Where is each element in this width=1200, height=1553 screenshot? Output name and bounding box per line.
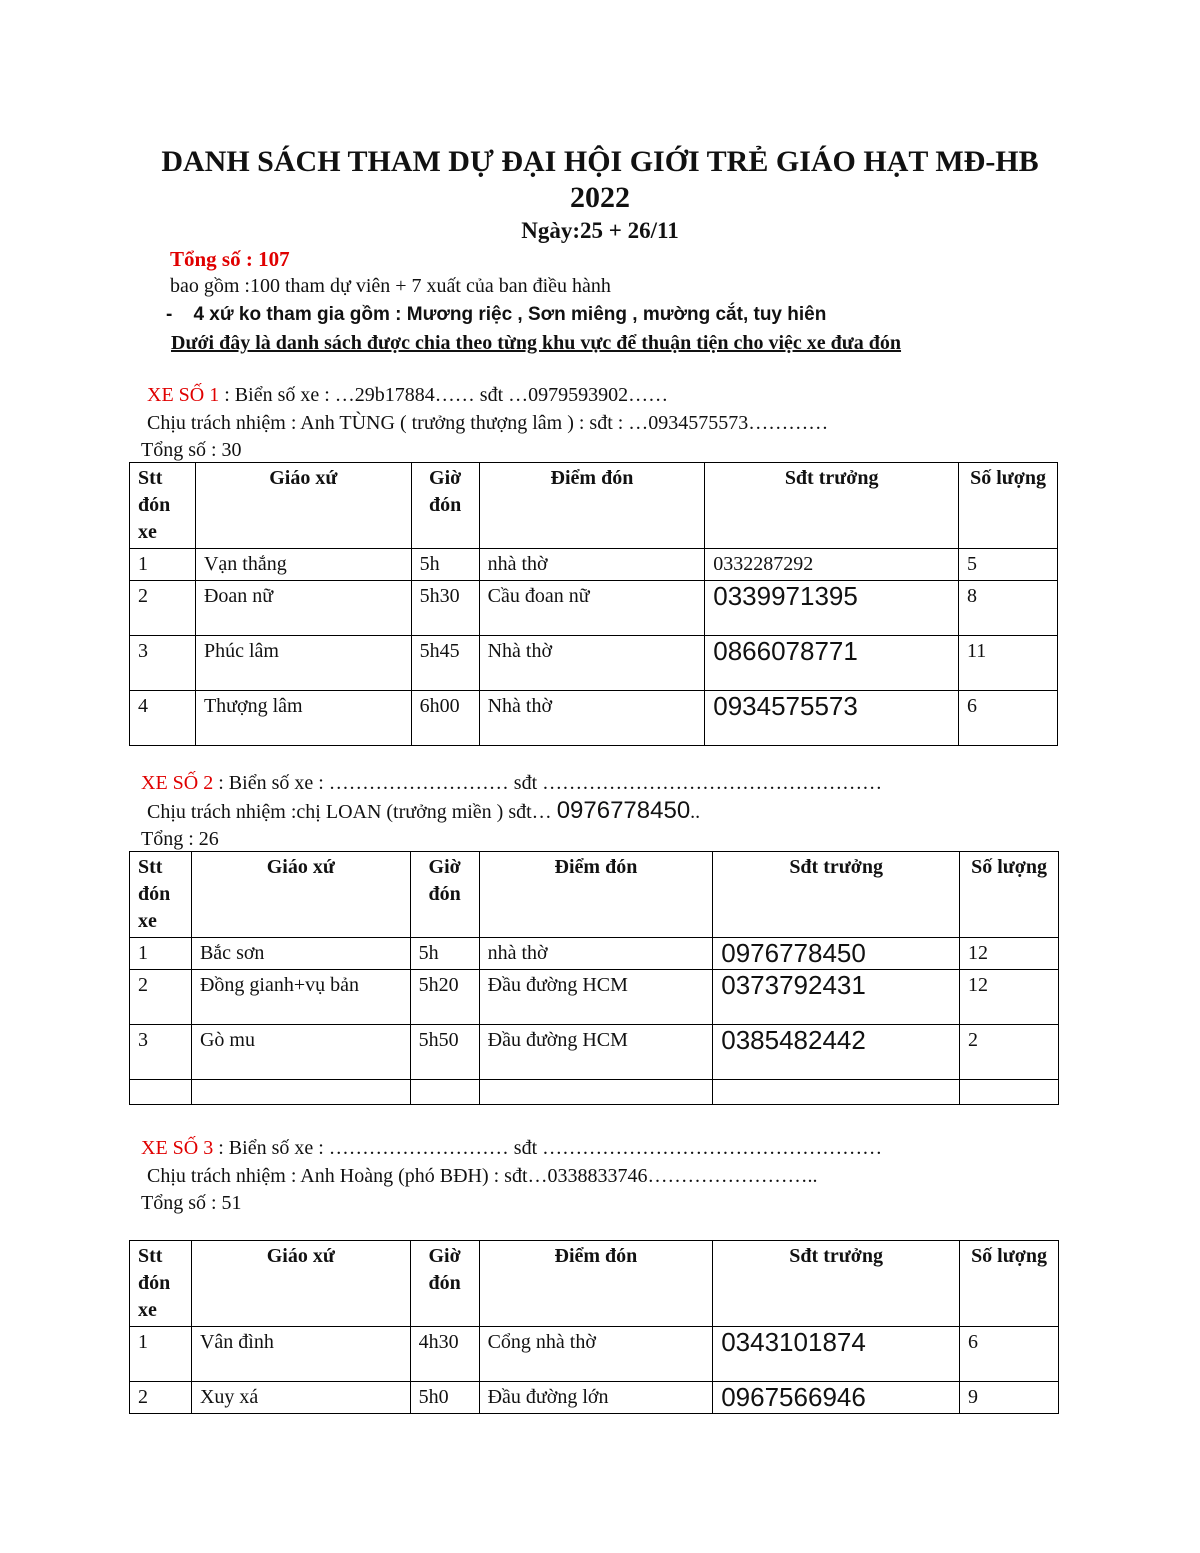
- col-header-parish: Giáo xứ: [191, 852, 410, 938]
- cell-stt: [130, 1080, 192, 1105]
- cell-count: 6: [960, 1327, 1059, 1382]
- table-row: [130, 691, 1058, 746]
- table-row: [130, 1025, 1059, 1080]
- cell-pickup: [479, 1080, 713, 1105]
- cell-parish: Vạn thắng: [195, 549, 411, 581]
- cell-parish: Gò mu: [191, 1025, 410, 1080]
- total-breakdown: bao gồm :100 tham dự viên + 7 xuất của ban điều hành: [170, 275, 611, 297]
- cell-phone: 0339971395: [705, 581, 959, 636]
- col-header-stt: Stt đón xe: [130, 852, 192, 938]
- cell-phone: 0373792431: [713, 970, 960, 1025]
- col-header-time: Giờ đón: [411, 463, 479, 549]
- bus2-total: Tổng : 26: [141, 828, 219, 850]
- cell-time: 5h45: [411, 636, 479, 691]
- cell-stt: 2: [130, 970, 192, 1025]
- col-header-count: Số lượng: [959, 463, 1058, 549]
- cell-stt: 3: [130, 636, 196, 691]
- cell-stt: 1: [130, 549, 196, 581]
- bus3-header: [141, 1135, 882, 1161]
- col-header-phone: Sđt trưởng: [705, 463, 959, 549]
- cell-parish: [191, 1080, 410, 1105]
- cell-count: 6: [959, 691, 1058, 746]
- cell-phone: 0866078771: [705, 636, 959, 691]
- col-header-pickup: Điểm đón: [479, 1241, 713, 1327]
- cell-pickup: nhà thờ: [479, 938, 713, 970]
- cell-stt: 1: [130, 938, 192, 970]
- col-header-stt: Stt đón xe: [130, 463, 196, 549]
- cell-stt: 2: [130, 581, 196, 636]
- cell-phone: 0332287292: [705, 549, 959, 581]
- table-row: [130, 970, 1059, 1025]
- cell-time: 5h0: [410, 1382, 479, 1414]
- bus3-responsible: Chịu trách nhiệm : Anh Hoàng (phó BĐH) : sđt…0338833746……………………..: [147, 1165, 818, 1187]
- table-row: [130, 581, 1058, 636]
- cell-time: 5h20: [410, 970, 479, 1025]
- cell-pickup: Đầu đường HCM: [479, 1025, 713, 1080]
- absent-parishes: [166, 302, 826, 328]
- cell-count: [960, 1080, 1059, 1105]
- cell-count: 12: [960, 938, 1059, 970]
- bus2-table: [129, 851, 1059, 1105]
- table-header-row: [130, 463, 1058, 549]
- cell-pickup: Đầu đường lớn: [479, 1382, 713, 1414]
- bus2-responsible: [147, 798, 700, 825]
- cell-time: 5h: [411, 549, 479, 581]
- document-title: DANH SÁCH THAM DỰ ĐẠI HỘI GIỚI TRẺ GIÁO HẠT MĐ-HB: [161, 145, 1039, 178]
- cell-phone: 0976778450: [713, 938, 960, 970]
- bus2-responsible-text: Chịu trách nhiệm :chị LOAN (trưởng miền ) sđt…: [147, 801, 557, 823]
- table-row: [130, 636, 1058, 691]
- cell-pickup: Cầu đoan nữ: [479, 581, 705, 636]
- cell-pickup: nhà thờ: [479, 549, 705, 581]
- event-date: Ngày:25 + 26/11: [521, 218, 679, 243]
- table-header-row: [130, 852, 1059, 938]
- bus2-header: [141, 770, 882, 796]
- col-header-count: Số lượng: [960, 1241, 1059, 1327]
- col-header-time: Giờ đón: [410, 852, 479, 938]
- cell-phone: 0967566946: [713, 1382, 960, 1414]
- table-row-empty: [130, 1080, 1059, 1105]
- bus3-plate: : Biển số xe : ……………………… sđt ……………………………………………: [213, 1137, 883, 1159]
- cell-phone: 0934575573: [705, 691, 959, 746]
- table-row: [130, 1382, 1059, 1414]
- cell-pickup: Cổng nhà thờ: [479, 1327, 713, 1382]
- cell-stt: 4: [130, 691, 196, 746]
- cell-stt: 3: [130, 1025, 192, 1080]
- cell-phone: 0385482442: [713, 1025, 960, 1080]
- cell-time: 4h30: [410, 1327, 479, 1382]
- division-note: Dưới đây là danh sách được chia theo từng khu vực để thuận tiện cho việc xe đưa đón: [171, 332, 902, 354]
- cell-parish: Bắc sơn: [191, 938, 410, 970]
- table-row: [130, 938, 1059, 970]
- bus2-label: XE SỐ 2: [141, 772, 214, 794]
- col-header-parish: Giáo xứ: [195, 463, 411, 549]
- cell-time: 6h00: [411, 691, 479, 746]
- cell-time: 5h30: [411, 581, 479, 636]
- cell-parish: Đoan nữ: [195, 581, 411, 636]
- cell-parish: Thượng lâm: [195, 691, 411, 746]
- bus1-header: [147, 382, 668, 408]
- cell-pickup: Nhà thờ: [479, 691, 705, 746]
- cell-count: 5: [959, 549, 1058, 581]
- cell-phone: [713, 1080, 960, 1105]
- col-header-phone: Sđt trưởng: [713, 1241, 960, 1327]
- cell-count: 2: [960, 1025, 1059, 1080]
- bus1-plate: : Biển số xe : …29b17884…… sđt …0979593902……: [219, 384, 669, 406]
- cell-time: 5h: [410, 938, 479, 970]
- cell-count: 9: [960, 1382, 1059, 1414]
- cell-time: 5h50: [410, 1025, 479, 1080]
- bus1-responsible: Chịu trách nhiệm : Anh TÙNG ( trưởng thượng lâm ) : sđt : …0934575573…………: [147, 412, 829, 434]
- bus3-table: [129, 1240, 1059, 1414]
- cell-count: 8: [959, 581, 1058, 636]
- cell-time: [410, 1080, 479, 1105]
- cell-phone: 0343101874: [713, 1327, 960, 1382]
- col-header-time: Giờ đón: [410, 1241, 479, 1327]
- col-header-pickup: Điểm đón: [479, 463, 705, 549]
- cell-stt: 1: [130, 1327, 192, 1382]
- grand-total: Tổng số : 107: [170, 247, 290, 271]
- col-header-count: Số lượng: [960, 852, 1059, 938]
- table-row: [130, 1327, 1059, 1382]
- cell-parish: Đồng gianh+vụ bản: [191, 970, 410, 1025]
- cell-count: 11: [959, 636, 1058, 691]
- cell-parish: Vân đình: [191, 1327, 410, 1382]
- cell-parish: Xuy xá: [191, 1382, 410, 1414]
- cell-stt: 2: [130, 1382, 192, 1414]
- col-header-parish: Giáo xứ: [191, 1241, 410, 1327]
- bus2-responsible-suffix: ..: [690, 801, 701, 823]
- cell-parish: Phúc lâm: [195, 636, 411, 691]
- table-row: [130, 549, 1058, 581]
- document-title-year: 2022: [570, 181, 630, 214]
- bus3-total: Tổng số : 51: [141, 1192, 242, 1214]
- list-bullet: -: [166, 304, 194, 325]
- col-header-stt: Stt đón xe: [130, 1241, 192, 1327]
- table-header-row: [130, 1241, 1059, 1327]
- absent-parishes-text: 4 xứ ko tham gia gồm : Mương riệc , Sơn miêng , mường cắt, tuy hiên: [193, 304, 827, 325]
- bus2-plate: : Biển số xe : ……………………… sđt ……………………………………………: [213, 772, 883, 794]
- cell-pickup: Đầu đường HCM: [479, 970, 713, 1025]
- bus3-label: XE SỐ 3: [141, 1137, 214, 1159]
- cell-count: 12: [960, 970, 1059, 1025]
- bus2-responsible-phone: 0976778450: [556, 797, 691, 824]
- col-header-phone: Sđt trưởng: [713, 852, 960, 938]
- bus1-total: Tổng số : 30: [141, 439, 242, 461]
- bus1-table: [129, 462, 1058, 746]
- col-header-pickup: Điểm đón: [479, 852, 713, 938]
- cell-pickup: Nhà thờ: [479, 636, 705, 691]
- bus1-label: XE SỐ 1: [147, 384, 220, 406]
